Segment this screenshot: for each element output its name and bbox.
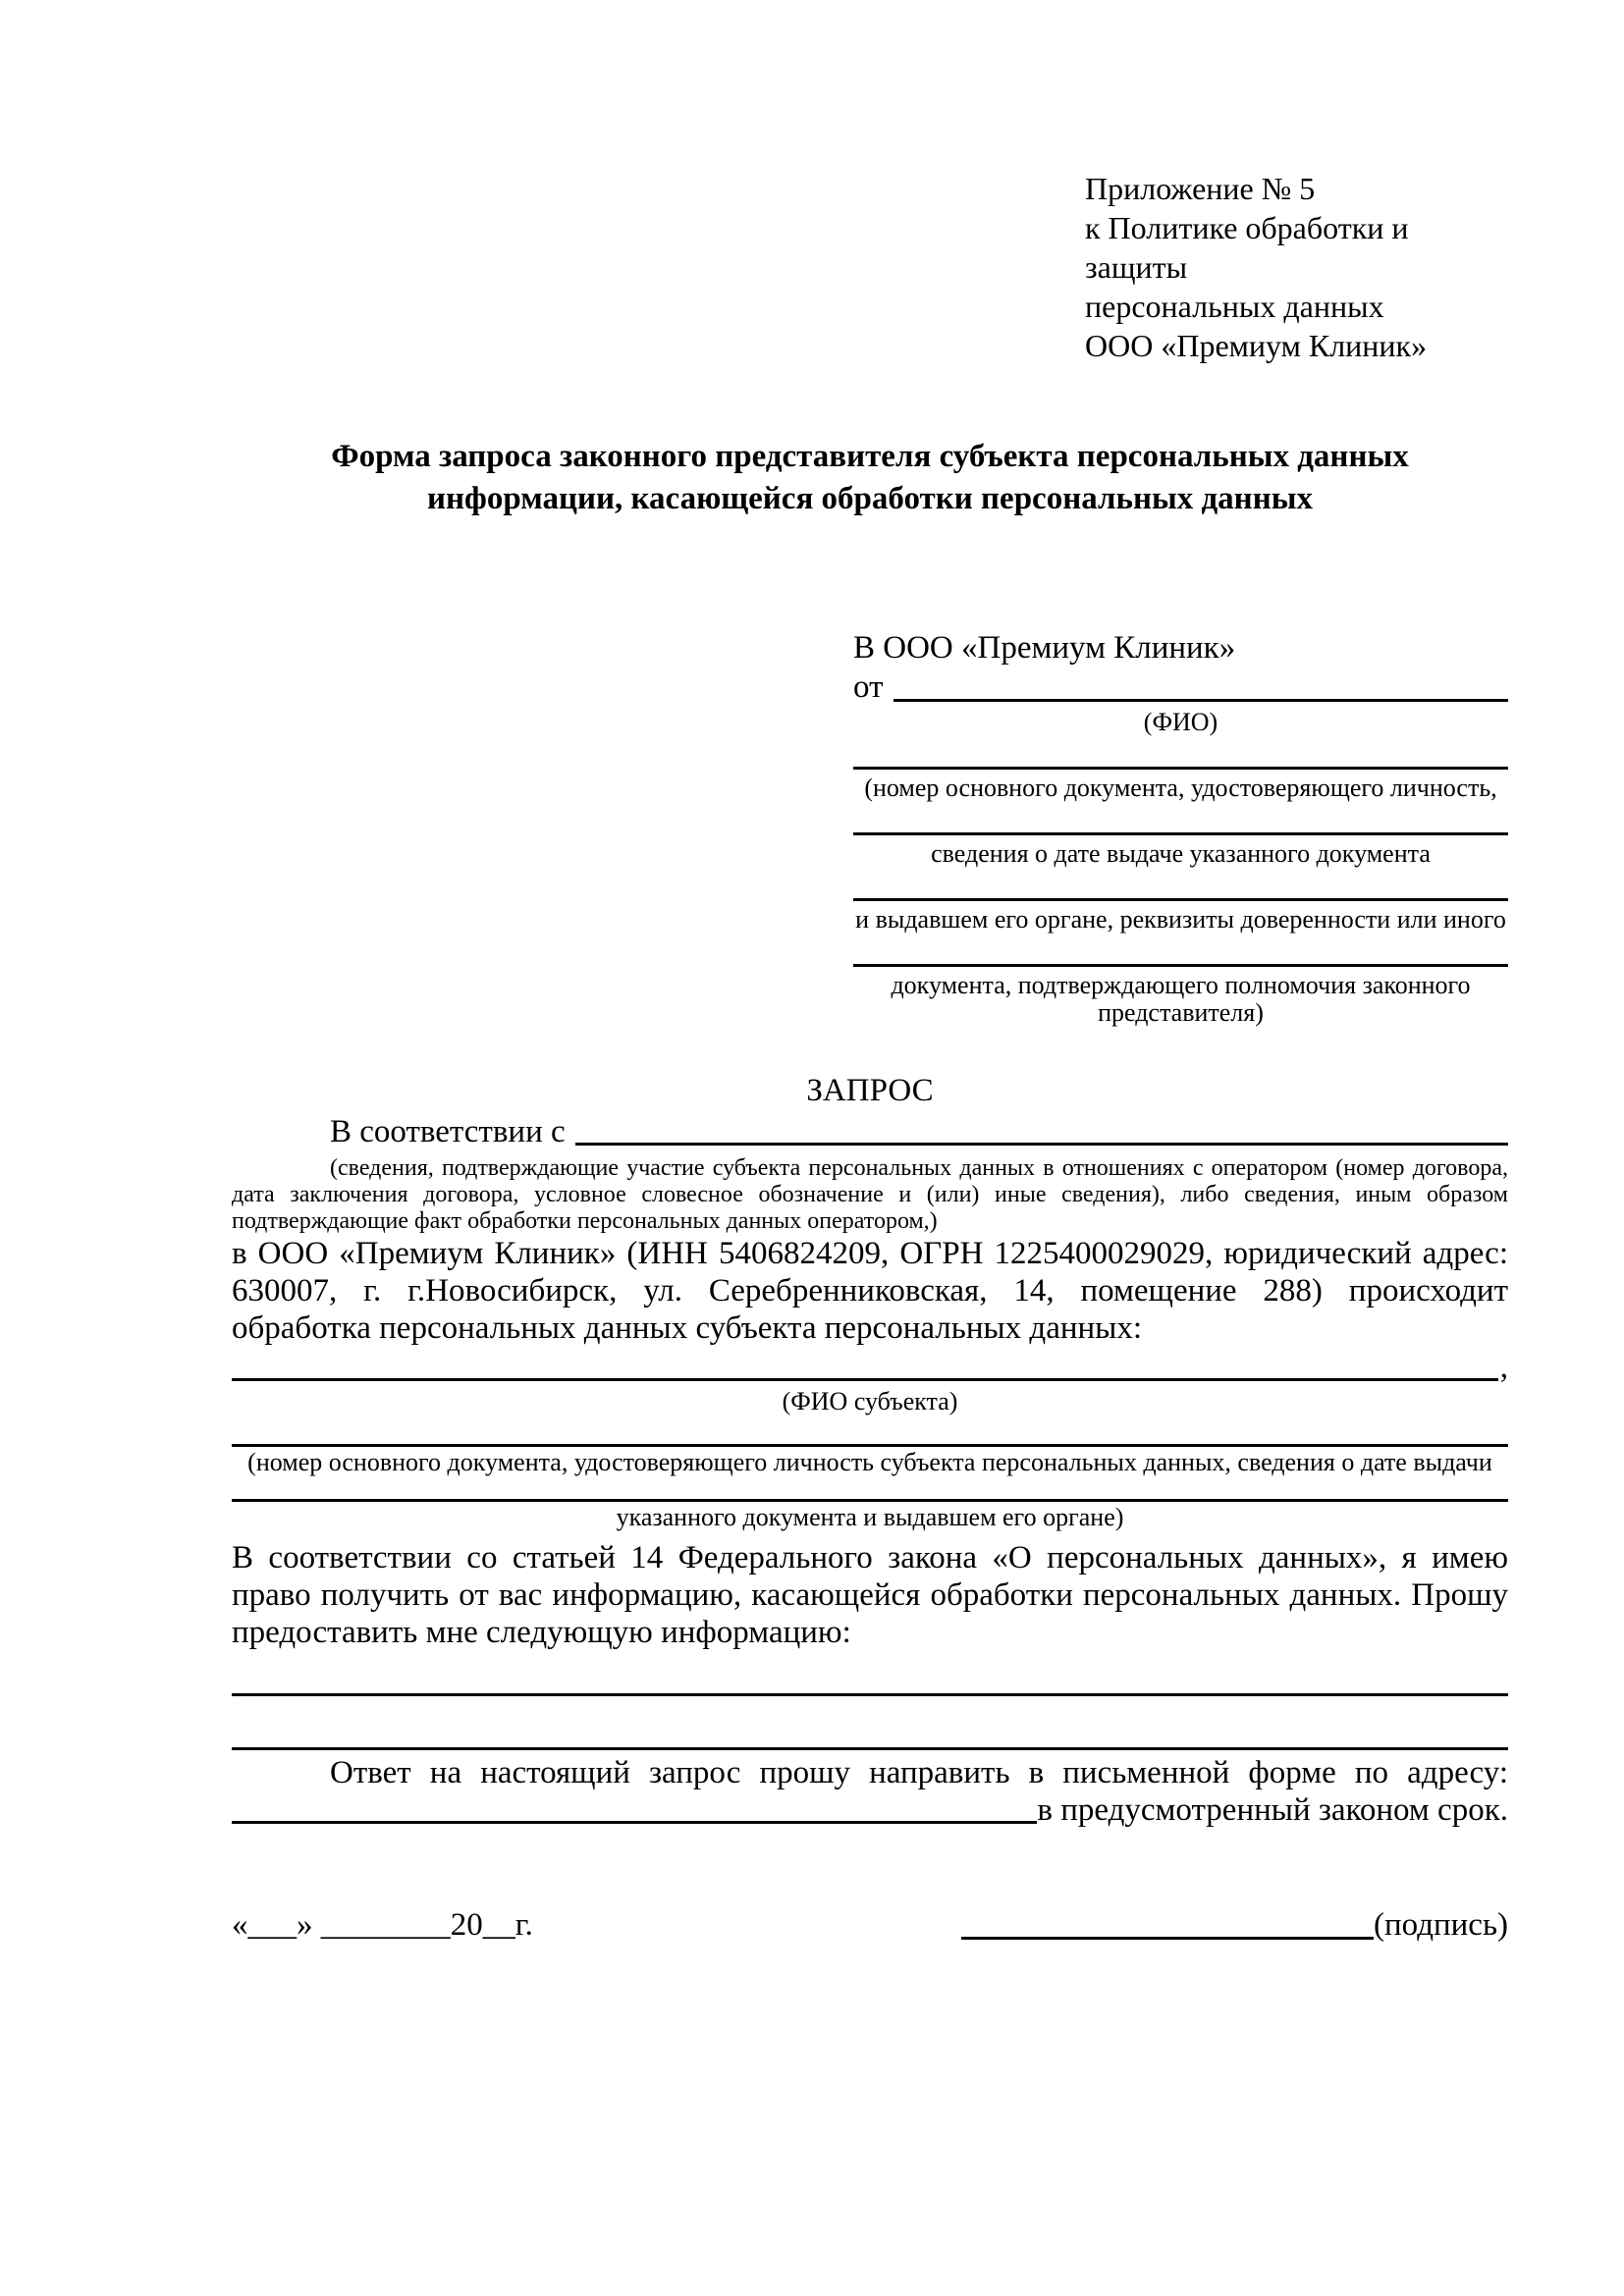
appendix-line: Приложение № 5 xyxy=(1085,171,1316,206)
document-title xyxy=(232,436,1508,520)
subject-name-row xyxy=(232,1349,1508,1386)
appendix-line: ООО «Премиум Клиник» xyxy=(1085,328,1428,363)
representative-doc-field xyxy=(853,868,1508,901)
signature-right xyxy=(961,1905,1508,1945)
appendix-note xyxy=(1085,0,1508,365)
fio-caption: (ФИО) xyxy=(1143,708,1218,736)
representative-doc-caption: (номер основного документа, удостоверяющего личность, xyxy=(864,774,1497,802)
document-title-line: Форма запроса законного представителя субъекта персональных данных xyxy=(331,439,1409,474)
from-label: от xyxy=(853,669,884,705)
representative-doc-caption: документа, подтверждающего полномочия законного представителя) xyxy=(891,971,1471,1027)
request-heading: ЗАПРОС xyxy=(806,1073,934,1108)
subject-name-comma: , xyxy=(1499,1350,1508,1385)
requested-info-field xyxy=(232,1696,1508,1750)
representative-doc-field xyxy=(853,934,1508,967)
representative-name-field xyxy=(893,692,1509,702)
addressee-block xyxy=(853,628,1508,1027)
subject-name-field xyxy=(232,1371,1498,1381)
subject-doc-field xyxy=(232,1415,1508,1447)
basis-field xyxy=(575,1136,1508,1146)
requested-info-field xyxy=(232,1651,1508,1696)
law-paragraph: В соответствии со статьей 14 Федерального закона «О персональных данных», я имею право получить от вас информацию, касающейся обработки персональных данных. Прошу предоставить мне следующую информацию: xyxy=(232,1540,1508,1650)
answer-address-field xyxy=(232,1814,1037,1824)
signature-field xyxy=(961,1937,1374,1940)
signature-caption: (подпись) xyxy=(1374,1907,1508,1943)
signature-row xyxy=(232,1905,1508,1945)
representative-doc-field xyxy=(853,802,1508,835)
subject-doc-field xyxy=(232,1476,1508,1502)
subject-doc-caption: (номер основного документа, удостоверяющего личность субъекта персональных данных, сведения о дате выдачи xyxy=(247,1448,1492,1476)
document-title-line: информации, касающейся обработки персональных данных xyxy=(427,481,1313,516)
date-blank: «___» ________20__г. xyxy=(232,1907,533,1943)
representative-doc-block xyxy=(853,736,1508,1027)
answer-address-row xyxy=(232,1791,1508,1829)
representative-doc-caption: сведения о дате выдаче указанного документа xyxy=(931,839,1431,868)
basis-caption: (сведения, подтверждающие участие субъекта персональных данных в отношениях с оператором (номер договора, дата заключения договора, условное словесное обозначение и (или) иные сведения), либо сведения, иным образом подтверждающие факт обработки персональных данных оператором,) xyxy=(232,1155,1508,1234)
appendix-line: персональных данных xyxy=(1085,289,1384,324)
addressee-to: В ООО «Премиум Клиник» xyxy=(853,630,1236,666)
operator-paragraph: в ООО «Премиум Клиник» (ИНН 5406824209, ОГРН 1225400029029, юридический адрес: 630007, г. г.Новосибирск, ул. Серебренниковская, 14, помещение 288) происходит обработка персональных данных субъекта персональных данных: xyxy=(232,1236,1508,1346)
intro-label: В соответствии с xyxy=(330,1114,566,1149)
intro-row xyxy=(232,1113,1508,1150)
representative-doc-caption: и выдавшем его органе, реквизиты доверенности или иного xyxy=(855,905,1506,934)
document-content xyxy=(232,0,1508,1945)
from-row xyxy=(853,667,1508,707)
answer-suffix: в предусмотренный законом срок. xyxy=(1037,1792,1508,1828)
subject-fio-caption: (ФИО субъекта) xyxy=(782,1387,958,1415)
appendix-line: к Политике обработки и защиты xyxy=(1085,210,1409,285)
answer-paragraph: Ответ на настоящий запрос прошу направить в письменной форме по адресу: xyxy=(330,1755,1508,1790)
subject-doc-caption: указанного документа и выдавшем его органе) xyxy=(616,1503,1124,1531)
representative-doc-field xyxy=(853,736,1508,770)
